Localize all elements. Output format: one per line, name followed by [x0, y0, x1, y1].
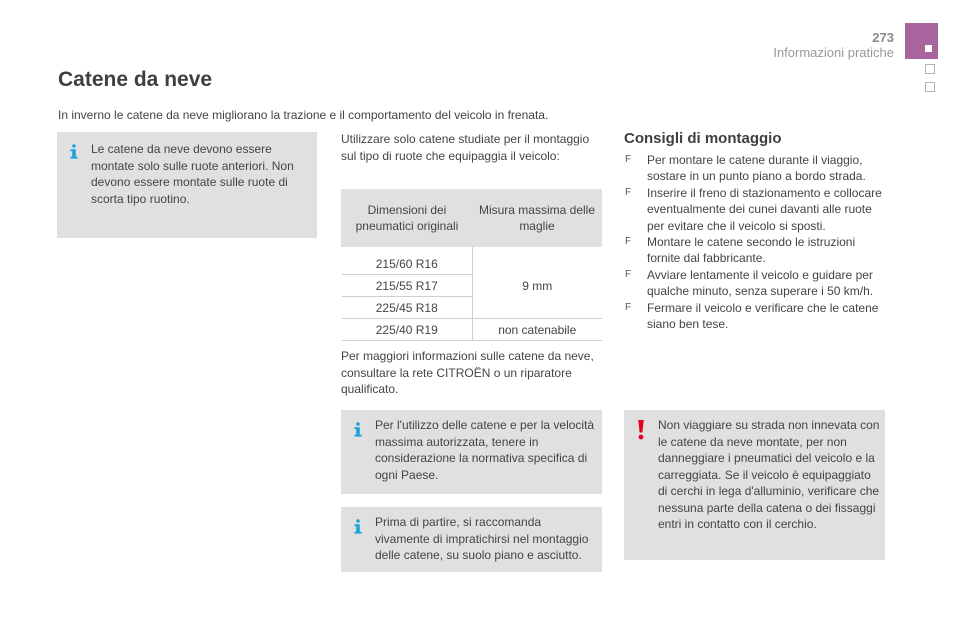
intro-text: In inverno le catene da neve migliorano la trazione e il comportamento del veicolo in frenata. — [58, 108, 549, 122]
bullet-icon: F — [625, 154, 632, 165]
tyre-size-cell: 225/45 R18 — [342, 297, 473, 319]
list-item: F Montare le catene secondo le istruzioni fornite dal fabbricante. — [625, 235, 856, 266]
list-item: F Per montare le catene durante il viaggio, sostare in un punto piano a bordo strada. — [625, 153, 866, 184]
warning-box-text: Non viaggiare su strada non innevata con le catene da neve montate, per non danneggiare i pneumatici del veicolo e la carreggiata. Se il veicolo è equipaggiato di cerchi in lega d'alluminio, verificare che nessuna parte della catena o dei fissaggi entri in contatto con il cerchio. — [658, 418, 880, 531]
tyre-size-cell: 225/40 R19 — [342, 319, 473, 341]
section-name: Informazioni pratiche — [773, 45, 894, 60]
table-header-row — [342, 190, 602, 247]
page-title: Catene da neve — [58, 68, 213, 91]
info-box-front-wheels — [57, 132, 317, 238]
info-icon — [68, 144, 80, 159]
warning-box-alloy-wheels — [624, 410, 885, 560]
table-header-link-size: Misura massima delle maglie — [473, 190, 602, 247]
chapter-tab[interactable] — [925, 82, 935, 92]
info-box-practice — [341, 507, 602, 572]
link-size-cell: 9 mm — [473, 247, 602, 319]
info-icon — [352, 422, 364, 437]
more-info-text: Per maggiori informazioni sulle catene da neve, consultare la rete CITROËN o un riparatore qualificato. — [341, 349, 594, 396]
list-item: F Fermare il veicolo e verificare che le catene siano ben tese. — [625, 300, 879, 332]
link-size-cell: non catenabile — [473, 319, 602, 341]
bullet-icon: F — [625, 268, 632, 280]
info-box-regulations — [341, 410, 602, 494]
warning-icon — [637, 420, 645, 440]
info-icon — [352, 519, 364, 534]
info-box-text: Prima di partire, si raccomanda vivamente di impratichirsi nel montaggio delle catene, su suolo piano e asciutto. — [375, 515, 589, 562]
bullet-icon: F — [625, 301, 632, 313]
info-box-text: Per l'utilizzo delle catene e per la velocità massima autorizzata, tenere in considerazione la normativa specifica di ogni Paese. — [375, 418, 595, 482]
usage-text: Utilizzare solo catene studiate per il montaggio sul tipo di ruote che equipaggia il veicolo: — [341, 132, 590, 163]
bullet-icon: F — [625, 186, 632, 198]
fitting-advice-heading: Consigli di montaggio — [624, 130, 782, 147]
chain-size-table — [341, 189, 602, 341]
bullet-icon: F — [625, 236, 632, 248]
tyre-size-cell: 215/55 R17 — [342, 275, 473, 297]
tab-marker-square — [925, 45, 932, 52]
list-item: F Avviare lentamente il veicolo e guidare per qualche minuto, senza superare i 50 km/h. — [625, 267, 874, 299]
chapter-tab[interactable] — [925, 64, 935, 74]
fitting-steps-list — [624, 152, 889, 332]
tyre-size-cell: 215/60 R16 — [342, 247, 473, 275]
info-box-text: Le catene da neve devono essere montate solo sulle ruote anteriori. Non devono essere montate sulle ruote di scorta tipo ruotino. — [91, 142, 294, 206]
chapter-tab-active[interactable] — [905, 23, 938, 59]
table-row — [342, 319, 602, 341]
page-number: 273 — [872, 30, 894, 45]
table-header-tyre-size: Dimensioni dei pneumatici originali — [342, 190, 473, 247]
list-item: F Inserire il freno di stazionamento e collocare eventualmente dei cunei davanti alle ruote per evitare che il veicolo si sposti. — [625, 185, 882, 233]
table-row — [342, 247, 602, 275]
